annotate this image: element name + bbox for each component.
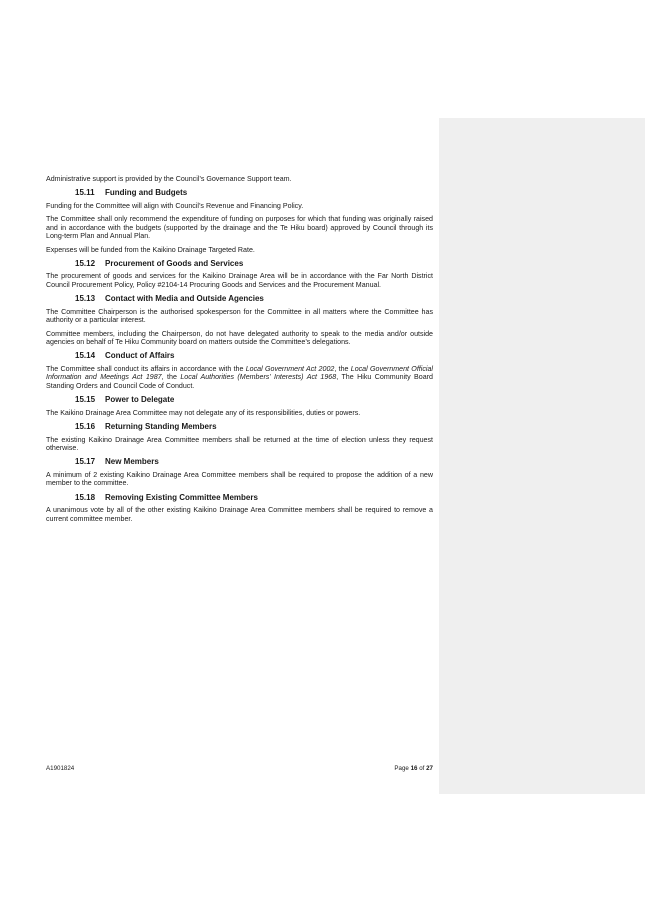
section-heading-15-15 (46, 395, 433, 405)
act-title: Local Government Official Information and Meetings Act 1987 (46, 364, 433, 382)
section-number: 15.18 (75, 492, 96, 502)
act-title: Local Authorities (Members’ Interests) Act 1968 (180, 373, 337, 382)
paragraph: Funding for the Committee will align with Council’s Revenue and Financing Policy. (46, 201, 304, 210)
section-title: Returning Standing Members (105, 422, 217, 431)
page-number: 16 (410, 765, 418, 772)
section-number: 15.17 (75, 457, 96, 467)
paragraph: The Kaikino Drainage Area Committee may not delegate any of its responsibilities, duties or powers. (46, 408, 361, 417)
section-number: 15.12 (75, 258, 96, 268)
paragraph: The Committee Chairperson is the authorised spokesperson for the Committee in all matters where the Committee has authority or a particular interest. (46, 307, 433, 325)
section-heading-15-17 (46, 457, 433, 467)
section-title: Funding and Budgets (105, 188, 188, 198)
section-title: Power to Delegate (105, 395, 175, 405)
page-indicator (385, 765, 433, 772)
text-run: , The Hiku Community Board Standing Orders and Council Code of Conduct. (46, 373, 433, 390)
paragraph: A unanimous vote by all of the other existing Kaikino Drainage Area Committee members shall be required to remove a current committee member. (46, 506, 433, 523)
section-title: Procurement of Goods and Services (105, 258, 244, 268)
comment-pane (439, 118, 645, 794)
text-run: , the (334, 364, 351, 373)
section-heading-15-16 (46, 422, 433, 432)
section-number: 15.13 (75, 294, 96, 304)
section-heading-15-13 (46, 294, 433, 304)
paragraph: The existing Kaikino Drainage Area Committee members shall be returned at the time of election unless they request otherwise. (46, 435, 433, 452)
section-title: New Members (105, 457, 159, 467)
section-number: 15.16 (75, 422, 96, 431)
document-id: A1901824 (46, 765, 75, 772)
paragraph: Expenses will be funded from the Kaikino Drainage Targeted Rate. (46, 245, 255, 254)
conduct-paragraph (46, 365, 433, 390)
paragraph: Committee members, including the Chairperson, do not have delegated authority to speak to the media and/or outside agencies on behalf of Te Hiku Community board on matters outside the Committee’s delegations. (46, 329, 433, 346)
section-heading-15-12 (46, 259, 433, 269)
act-title: Local Government Act 2002 (245, 364, 335, 373)
total-pages: 27 (426, 765, 433, 772)
intro-paragraph: Administrative support is provided by the Council’s Governance Support team. (46, 175, 292, 183)
of-label: of (419, 765, 425, 772)
paragraph: The procurement of goods and services for the Kaikino Drainage Area will be in accordance with the Far North District Council Procurement Policy, Policy #2104-14 Procuring Goods and Services and the Procurement Manual. (46, 272, 433, 289)
document-body (46, 175, 433, 528)
section-number: 15.15 (75, 395, 96, 405)
section-title: Removing Existing Committee Members (105, 492, 258, 502)
section-number: 15.14 (75, 351, 96, 361)
paragraph: A minimum of 2 existing Kaikino Drainage Area Committee members shall be required to propose the addition of a new member to the committee. (46, 470, 433, 488)
page-label: Page (394, 765, 409, 772)
section-heading-15-18 (46, 493, 433, 503)
paragraph: The Committee shall only recommend the expenditure of funding on purposes for which that funding was originally raised and in accordance with the budgets (supported by the drainage and the Te Hiku board) approved by Council through its Long-term Plan and Annual Plan. (46, 215, 433, 241)
text-run: , the (161, 373, 181, 382)
section-title: Conduct of Affairs (105, 351, 175, 361)
text-run: The Committee shall conduct its affairs in accordance with the (46, 364, 246, 373)
section-heading-15-14 (46, 351, 433, 361)
section-title: Contact with Media and Outside Agencies (105, 294, 264, 304)
section-heading-15-11 (46, 188, 433, 198)
section-number: 15.11 (75, 188, 95, 198)
